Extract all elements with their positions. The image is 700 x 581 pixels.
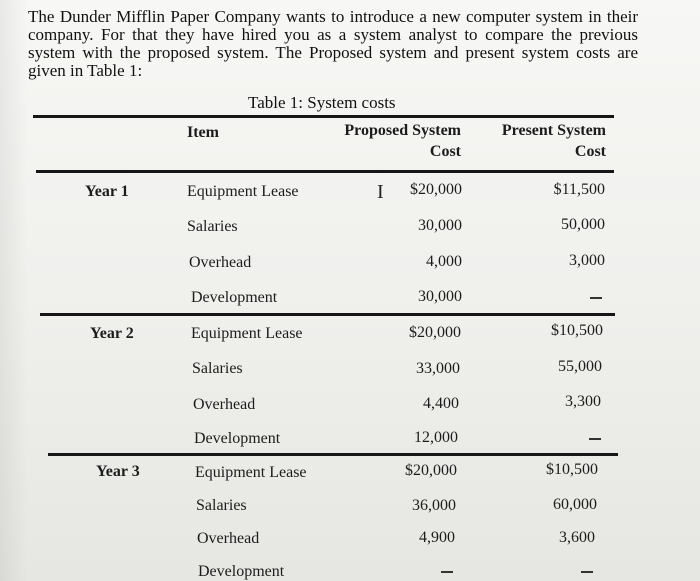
proposed-cost-cell: 4,900 [419, 529, 455, 546]
present-cost-cell: $10,500 [546, 461, 598, 478]
present-cost-cell: 3,600 [559, 529, 595, 546]
table-caption: Table 1: System costs [248, 93, 396, 112]
header-proposed-line1: Proposed System [344, 122, 461, 139]
item-cell: Equipment Lease [191, 325, 303, 342]
proposed-cost-cell: 30,000 [418, 288, 462, 305]
present-cost-cell: 3,300 [565, 393, 601, 410]
present-cost-cell: 55,000 [558, 358, 602, 375]
table-top-rule [33, 115, 614, 118]
year-label: Year 1 [85, 183, 129, 200]
proposed-cost-cell: $20,000 [410, 181, 462, 198]
item-cell: Salaries [187, 218, 238, 235]
empty-value-dash [581, 571, 593, 573]
header-bottom-rule [36, 170, 614, 173]
proposed-cost-cell: $20,000 [405, 462, 457, 479]
present-cost-cell: $10,500 [551, 322, 603, 339]
item-cell: Overhead [197, 530, 260, 547]
text-cursor-icon: I [377, 181, 384, 203]
present-cost-cell: $11,500 [553, 181, 605, 198]
item-cell: Equipment Lease [187, 183, 299, 200]
item-cell: Overhead [193, 396, 256, 413]
proposed-cost-cell: 30,000 [418, 217, 462, 234]
proposed-cost-cell: 36,000 [412, 497, 456, 514]
header-proposed-line2: Cost [429, 143, 461, 160]
proposed-cost-cell: 33,000 [416, 360, 460, 377]
proposed-cost-cell: 4,400 [423, 395, 459, 412]
page-shadow [0, 0, 28, 581]
item-cell: Equipment Lease [195, 464, 307, 481]
header-present-line2: Cost [574, 143, 606, 160]
intro-paragraph: The Dunder Mifflin Paper Company wants to introduce a new computer system in their company. For that they have hired you as a system analyst to compare the previous system with the proposed system. The Proposed system and present system costs are given in Table 1: [28, 7, 638, 80]
proposed-cost-cell: 4,000 [426, 253, 462, 270]
empty-value-dash [589, 438, 601, 440]
present-cost-cell: 50,000 [561, 216, 605, 233]
year-separator-rule [40, 313, 615, 316]
item-cell: Salaries [196, 497, 247, 514]
header-present-line1: Present System [501, 122, 606, 139]
item-cell: Overhead [189, 254, 252, 271]
proposed-cost-cell: 12,000 [414, 429, 458, 446]
item-cell: Salaries [192, 360, 243, 377]
proposed-cost-cell: $20,000 [409, 324, 461, 341]
item-cell: Development [194, 430, 281, 447]
header-item: Item [187, 124, 219, 141]
empty-value-dash [441, 571, 453, 573]
present-cost-cell: 3,000 [569, 252, 605, 269]
item-cell: Development [198, 563, 285, 580]
empty-value-dash [590, 297, 602, 299]
year-label: Year 3 [96, 463, 140, 480]
year-label: Year 2 [90, 325, 134, 342]
present-cost-cell: 60,000 [553, 496, 597, 513]
year-separator-rule [48, 453, 618, 456]
item-cell: Development [191, 289, 278, 306]
